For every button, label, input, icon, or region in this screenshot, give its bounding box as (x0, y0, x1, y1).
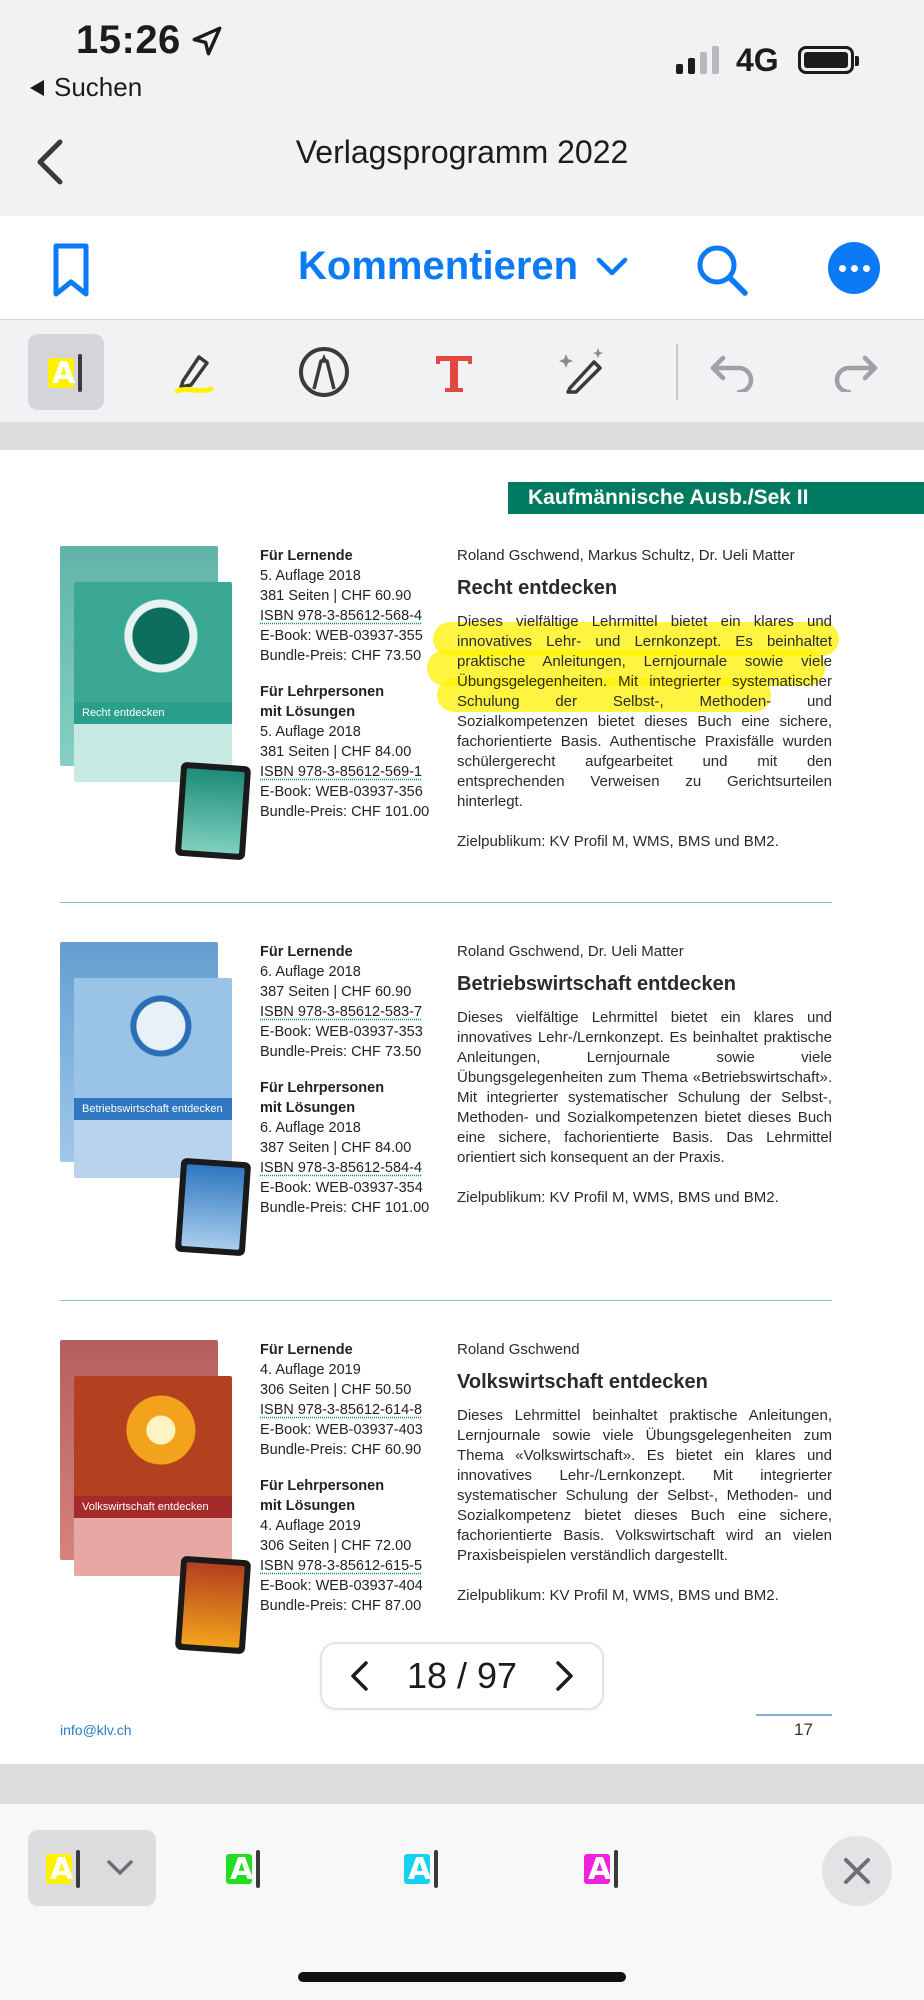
book-target: Zielpublikum: KV Profil M, WMS, BMS und BM2. (457, 1587, 779, 1604)
marker-icon (169, 347, 219, 397)
top-bar (0, 0, 924, 216)
color-cyan[interactable] (404, 1848, 440, 1888)
isbn-link[interactable]: ISBN 978-3-85612-615-5 (260, 1558, 423, 1574)
page-counter[interactable]: 18 / 97 (406, 1655, 518, 1696)
footer-email[interactable]: info@klv.ch (60, 1722, 132, 1738)
document-title: Verlagsprogramm 2022 (295, 134, 629, 170)
ebook-tablet-image (175, 1158, 251, 1257)
home-indicator (298, 1972, 626, 1982)
back-to-app-link[interactable] (30, 72, 142, 103)
book-authors: Roland Gschwend (457, 1341, 580, 1358)
undo-button[interactable] (694, 334, 770, 410)
marker-tool[interactable] (156, 334, 232, 410)
ebook-tablet-image (175, 1556, 251, 1655)
battery-icon (798, 46, 854, 74)
color-green[interactable] (226, 1848, 262, 1888)
highlight-yellow-icon: A (46, 1848, 82, 1888)
book-target: Zielpublikum: KV Profil M, WMS, BMS und BM2. (457, 1189, 779, 1206)
text-tool-icon (432, 350, 476, 394)
book-body: Dieses Lehrmittel beinhaltet praktische Anleitungen, Lernjournale sowie viele Übungsgelegenheiten zum Thema «Volkswirtschaft». Es bietet ein klares und innovatives Lehr-/Lernkonzept. Mit integrierter systematischer Schulung der Selbst-, Methoden- und Sozialkompetenz bietet dieses Buch eine sichere, fachorientierte Basis. Volkswirtschaft wird an vielen Praxisbeispielen verständlich dargestellt. (457, 1407, 832, 1564)
bookmark-icon[interactable] (48, 242, 94, 298)
highlight-cyan-icon: A (404, 1848, 440, 1888)
book-description (457, 1340, 832, 1606)
highlight-green-icon: A (226, 1848, 262, 1888)
back-app-label: Suchen (54, 72, 143, 102)
section-banner: Kaufmännische Ausb./Sek II (508, 482, 924, 514)
book-authors: Roland Gschwend, Markus Schultz, Dr. Ueli Matter (457, 547, 795, 564)
chevron-down-icon[interactable] (106, 1859, 134, 1877)
book-authors: Roland Gschwend, Dr. Ueli Matter (457, 943, 684, 960)
book-cover (60, 1340, 246, 1580)
redo-button[interactable] (818, 334, 894, 410)
book-description (457, 942, 832, 1208)
cellular-signal-icon (676, 46, 719, 74)
magic-pen-icon (558, 346, 610, 398)
mode-selector[interactable] (298, 244, 628, 289)
main-toolbar (0, 216, 924, 320)
book-entry-recht (60, 546, 832, 876)
isbn-link[interactable]: ISBN 978-3-85612-568-4 (260, 608, 423, 624)
back-triangle-icon (30, 80, 44, 96)
status-time: 15:26 (76, 18, 181, 62)
pen-circle-icon (297, 345, 351, 399)
book-title: Recht entdecken (457, 577, 618, 599)
chevron-down-icon (596, 256, 628, 278)
cover-title: Volkswirtschaft entdecken (74, 1496, 232, 1518)
highlight-magenta-icon: A (584, 1848, 620, 1888)
book-description (457, 546, 832, 852)
toolbar-divider (676, 344, 678, 400)
footer-page-number: 17 (794, 1720, 813, 1739)
page-separator (0, 422, 924, 450)
isbn-link[interactable]: ISBN 978-3-85612-569-1 (260, 764, 423, 780)
book-entry-volkswirtschaft (60, 1340, 832, 1670)
book-meta: Für Lernende 4. Auflage 2019 306 Seiten | CHF 50.50 ISBN 978-3-85612-614-8 E-Book: WEB-03937-403 Bundle-Preis: CHF 60.90 Für Lehrpersonen mit Lösungen 4. Auflage 2019 306 Seiten | CHF 72.00 ISBN 978-3-85612-615-5 E-Book: WEB-03937-404 Bundle-Preis: CHF 87.00 (260, 1340, 460, 1616)
book-cover (60, 546, 246, 786)
isbn-link[interactable]: ISBN 978-3-85612-614-8 (260, 1402, 423, 1418)
footer-line (756, 1714, 832, 1716)
close-button[interactable] (822, 1836, 892, 1906)
isbn-link[interactable]: ISBN 978-3-85612-584-4 (260, 1160, 423, 1176)
page-navigator (320, 1642, 604, 1710)
book-target: Zielpublikum: KV Profil M, WMS, BMS und BM2. (457, 833, 779, 850)
annotation-toolbar (0, 320, 924, 422)
location-arrow-icon (190, 24, 224, 58)
book-meta: Für Lernende 6. Auflage 2018 387 Seiten | CHF 60.90 ISBN 978-3-85612-583-7 E-Book: WEB-03937-353 Bundle-Preis: CHF 73.50 Für Lehrpersonen mit Lösungen 6. Auflage 2018 387 Seiten | CHF 84.00 ISBN 978-3-85612-584-4 E-Book: WEB-03937-354 Bundle-Preis: CHF 101.00 (260, 942, 460, 1218)
highlight-text-icon: A (48, 352, 84, 392)
redo-icon (831, 352, 881, 392)
cover-title: Recht entdecken (74, 702, 232, 724)
book-title: Volkswirtschaft entdecken (457, 1371, 708, 1393)
isbn-link[interactable]: ISBN 978-3-85612-583-7 (260, 1004, 423, 1020)
mode-label: Kommentieren (298, 244, 579, 288)
network-type: 4G (736, 42, 779, 78)
highlight-text-tool[interactable] (28, 334, 104, 410)
smart-pen-tool[interactable] (546, 334, 622, 410)
pen-tool[interactable] (286, 334, 362, 410)
color-yellow-selected[interactable] (28, 1830, 156, 1906)
book-meta: Für Lernende 5. Auflage 2018 381 Seiten | CHF 60.90 ISBN 978-3-85612-568-4 E-Book: WEB-03937-355 Bundle-Preis: CHF 73.50 Für Lehrpersonen mit Lösungen 5. Auflage 2018 381 Seiten | CHF 84.00 ISBN 978-3-85612-569-1 E-Book: WEB-03937-356 Bundle-Preis: CHF 101.00 (260, 546, 460, 822)
book-title: Betriebswirtschaft entdecken (457, 973, 736, 995)
book-entry-betriebswirtschaft (60, 942, 832, 1272)
next-page-icon[interactable] (554, 1659, 576, 1693)
book-body: Dieses vielfältige Lehrmittel bietet ein klares und innovatives Lehr- und Lernkonzept. Es beinhaltet praktische Anleitungen, Lernjournale sowie viele Übungsgelegenheiten. Mit integrierter systematischer Schulung der Selbst-, Methoden- und Sozialkompetenzen bietet dieses Buch eine sichere, fachorientierte Basis. Authentische Praxisfälle wurden schülergerecht aufgearbeitet und mit den entsprechenden Verweisen zu Gerichtsurteilen hinterlegt. (457, 613, 832, 810)
more-icon[interactable] (828, 242, 880, 294)
text-tool[interactable] (416, 334, 492, 410)
divider (60, 1300, 832, 1301)
book-body: Dieses vielfältige Lehrmittel bietet ein klares und innovatives Lehr-/Lernkonzept. Es beinhaltet praktische Anleitungen, Lernjournale sowie viele Übungsgelegenheiten zum Thema «Betriebswirtschaft». Mit integrierter systematischer Schulung der Selbst-, Methoden- und Sozialkompetenzen bietet dieses Buch eine sichere, fachorientierte Basis. Das Lehrmittel orientiert sich konsequent an der Praxis. (457, 1009, 832, 1166)
highlight-color-bar (0, 1804, 924, 2000)
divider (60, 902, 832, 903)
color-magenta[interactable] (584, 1848, 620, 1888)
ebook-tablet-image (175, 762, 251, 861)
cover-title: Betriebswirtschaft entdecken (74, 1098, 232, 1120)
pdf-page[interactable] (0, 450, 924, 1764)
search-icon[interactable] (694, 242, 750, 298)
book-cover (60, 942, 246, 1182)
previous-page-icon[interactable] (348, 1659, 370, 1693)
undo-icon (707, 352, 757, 392)
page-separator (0, 1764, 924, 1804)
close-icon (842, 1856, 872, 1886)
